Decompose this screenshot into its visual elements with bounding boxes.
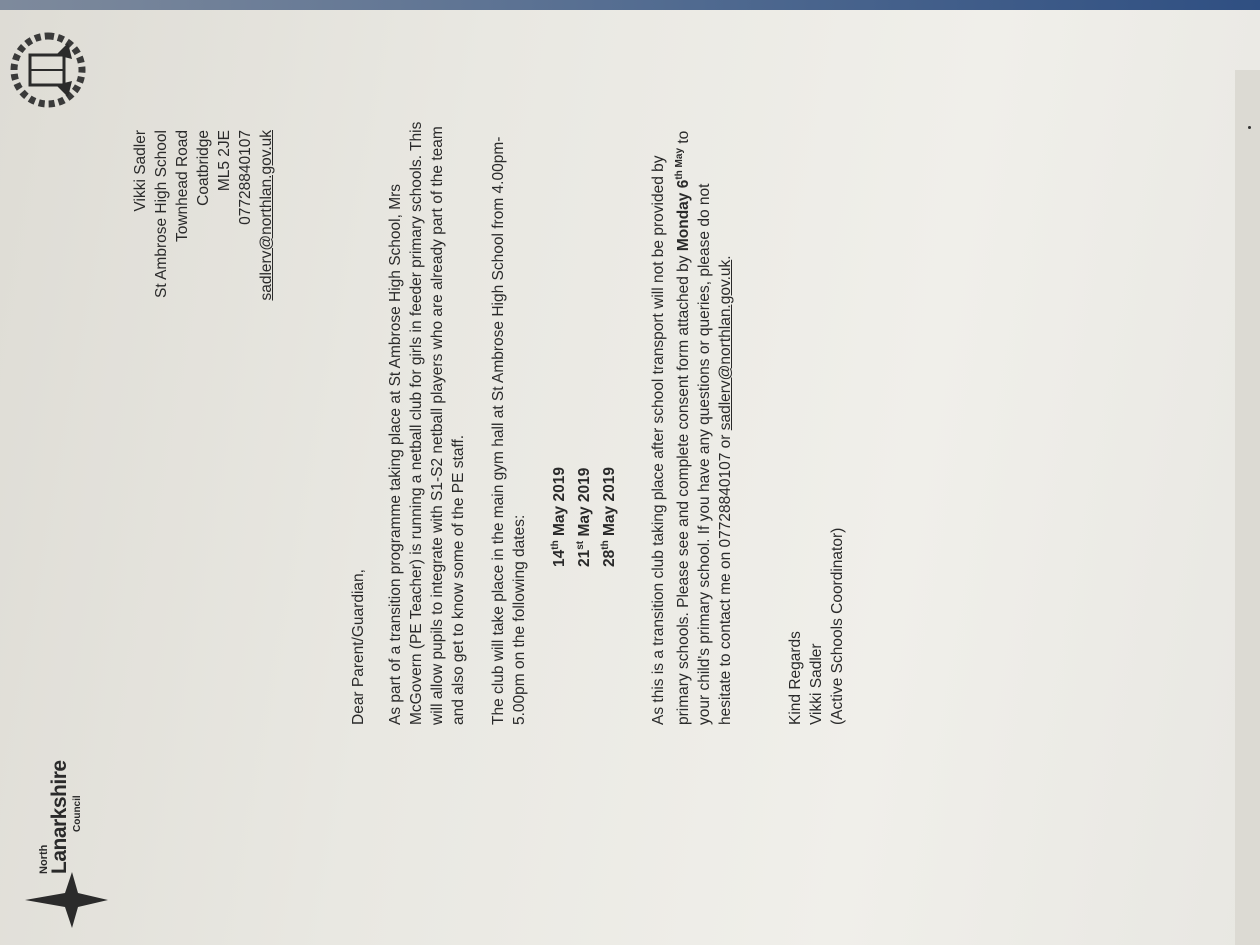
consent-email-link[interactable]: sadlerv@northlan.gov.uk — [717, 259, 735, 431]
letter-page — [0, 10, 1250, 945]
letter-closing — [785, 528, 848, 725]
date-item: 14th May 2019 — [550, 467, 569, 567]
paragraph-intro: As part of a transition programme taking place at St Ambrose High School, Mrs McGovern (PE Teacher) is running a netball club for girls in feeder primary schools. This will allow pupils to integrate with S1-S2 netball players who are already part of the team and also get to know some of the PE staff. — [387, 121, 467, 725]
logo-word-council: Council — [72, 795, 83, 832]
star-logo-icon — [20, 870, 110, 930]
consent-text-start: As this is a transition club taking place after school transport will not be provided by primary schools. Please see and complete consent form attached by — [650, 155, 693, 725]
consent-text-middle: to your child's primary school. If you have any questions or queries, please do not hesitate to contact me on 07728840107 or — [675, 130, 735, 725]
salutation: Dear Parent/Guardian, — [350, 569, 367, 725]
signature-name: Vikki Sadler — [808, 643, 825, 725]
signature-title: (Active Schools Coordinator) — [829, 527, 846, 725]
school-crest-icon — [8, 25, 88, 115]
closing-text: Kind Regards — [787, 631, 804, 725]
sender-postcode: ML5 2JE — [216, 130, 233, 192]
sender-phone: 07728840107 — [237, 130, 254, 225]
paragraph-consent: As this is a transition club taking place after school transport will not be provided by primary schools. Please see and complete consent form attached by Monday $6^{th May}$ to your child's primary school. If you have any questions or queries, please do not hesitate to contact me on 07728840107 or sadlerv@northlan.gov.uk. — [650, 130, 735, 725]
date-list — [545, 467, 620, 567]
sender-town: Coatbridge — [195, 130, 212, 206]
logo-word-lanarkshire: Lanarkshire — [48, 760, 71, 874]
logo-word-north: North — [38, 844, 50, 874]
council-logo — [20, 760, 110, 930]
paragraph-venue: The club will take place in the main gym hall at St Ambrose High School from 4.00pm-5.00pm on the following dates: — [490, 136, 528, 725]
date-item: 21st May 2019 — [575, 467, 594, 567]
sender-name: Vikki Sadler — [132, 130, 149, 212]
consent-deadline: Monday $6^{th May}$ — [674, 147, 693, 252]
sender-street: Townhead Road — [174, 130, 191, 243]
sender-address — [130, 130, 277, 460]
date-item: 28th May 2019 — [600, 467, 619, 567]
sender-school: St Ambrose High School — [153, 130, 170, 299]
sender-email-link[interactable]: sadlerv@northlan.gov.uk — [258, 130, 275, 301]
